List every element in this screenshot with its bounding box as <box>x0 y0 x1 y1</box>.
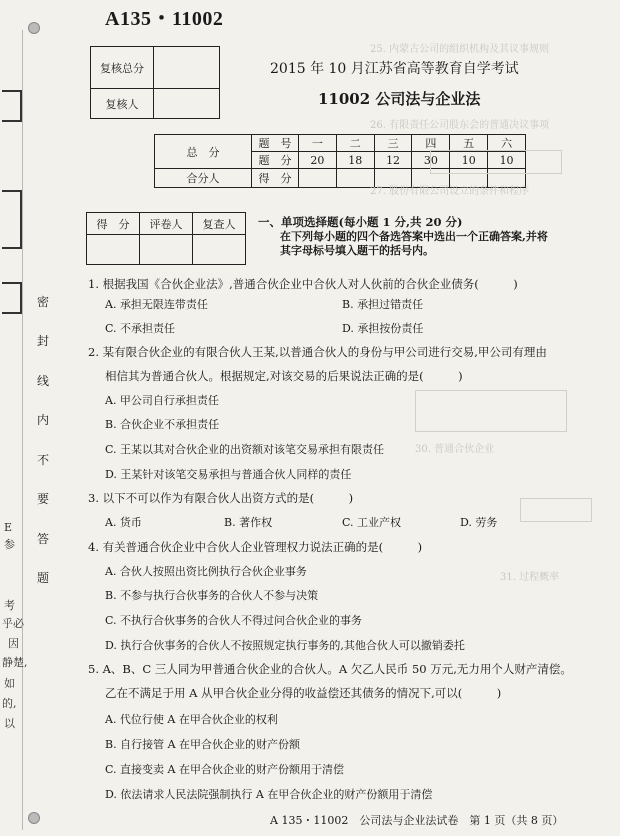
answer-option[interactable]: C. 不执行合伙事务的合伙人不得过问合伙企业的事务 <box>105 614 363 627</box>
answer-option[interactable]: C. 直接变卖 A 在甲合伙企业的财产份额用于清偿 <box>105 763 344 776</box>
exam-title: 2015 年 10 月江苏省高等教育自学考试 <box>270 61 519 77</box>
bleed-through-text: 30. 普通合伙企业 <box>415 444 495 455</box>
left-edge-fragment: 静楚, <box>2 656 28 669</box>
answer-option[interactable]: C. 工业产权 <box>342 516 402 529</box>
grader-cell[interactable] <box>140 235 193 265</box>
binding-seal-char: 不 <box>37 453 50 467</box>
binding-hole <box>28 812 40 824</box>
question-stem: 2. 某有限合伙企业的有限合伙人王某,以普通合伙人的身份与甲公司进行交易,甲公司有理由 <box>88 345 547 359</box>
bleed-through-text: 27. 股份有限公司设立的条件和程序 <box>370 186 530 197</box>
page-footer: A 135・11002 公司法与企业法试卷 第 1 页（共 8 页） <box>270 814 564 827</box>
answer-option[interactable]: B. 自行接管 A 在甲合伙企业的财产份额 <box>105 738 301 751</box>
binding-seal-char: 线 <box>37 374 50 388</box>
total-score-label: 总 分 <box>155 135 252 169</box>
scorer-label: 合分人 <box>155 169 252 188</box>
answer-option[interactable]: B. 著作权 <box>224 516 273 529</box>
bleed-through-box <box>415 390 567 432</box>
answer-option[interactable]: A. 承担无限连带责任 <box>105 298 208 311</box>
bleed-through-text: 26. 有限责任公司股东会的普通决议事项 <box>370 120 550 131</box>
binding-seal-char: 封 <box>37 334 50 348</box>
answer-option[interactable]: B. 合伙企业不承担责任 <box>105 418 220 431</box>
binding-seal-char: 内 <box>37 413 50 427</box>
review-total-cell[interactable] <box>154 47 220 89</box>
binding-seal-char: 题 <box>37 571 50 585</box>
binding-seal-char: 答 <box>37 532 50 546</box>
got-score-label: 得 分 <box>252 169 299 188</box>
answer-option[interactable]: A. 甲公司自行承担责任 <box>105 394 219 407</box>
answer-option[interactable]: C. 王某以其对合伙企业的出资额对该笔交易承担有限责任 <box>105 443 385 456</box>
section-points: 18 <box>336 152 374 169</box>
bleed-through-text: 25. 内蒙古公司的组织机构及其议事规则 <box>370 44 550 55</box>
answer-option[interactable]: A. 合伙人按照出资比例执行合伙企业事务 <box>105 565 307 578</box>
section-no: 五 <box>450 135 488 152</box>
reviewer-label: 复核人 <box>91 89 154 119</box>
bleed-through-text: 31. 过程概率 <box>500 572 560 583</box>
left-edge-fragment: 考 <box>4 599 15 612</box>
question-stem: 3. 以下不可以作为有限合伙人出资方式的是( ) <box>88 491 354 505</box>
binding-seal-char: 密 <box>37 295 50 309</box>
grader-label: 评卷人 <box>140 213 193 235</box>
section-points: 30 <box>412 152 450 169</box>
answer-option[interactable]: D. 王某针对该笔交易承担与普通合伙人同样的责任 <box>105 468 352 481</box>
binding-hole <box>28 22 40 34</box>
left-edge-fragment: 的, <box>2 697 17 710</box>
question-stem-cont: 乙在不满足于用 A 从甲合伙企业分得的收益偿还其债务的情况下,可以( ) <box>105 686 502 700</box>
left-edge-fragment: 如 <box>4 677 15 690</box>
section-no: 四 <box>412 135 450 152</box>
binding-line <box>22 30 23 830</box>
reviewer-cell[interactable] <box>154 89 220 119</box>
left-edge-fragment: 以 <box>4 717 15 730</box>
left-edge-fragment: 因 <box>8 637 19 650</box>
grader-box <box>86 212 246 265</box>
answer-option[interactable]: D. 执行合伙事务的合伙人不按照规定执行事务的,其他合伙人可以撤销委托 <box>105 639 465 652</box>
binding-seal-char: 要 <box>37 492 50 506</box>
subject-title: 11002 公司法与企业法 <box>318 90 481 108</box>
section-no: 六 <box>488 135 526 152</box>
section-instruction: 其字母标号填入题干的括号内。 <box>280 244 434 257</box>
item-no-label: 题 号 <box>252 135 299 152</box>
answer-option[interactable]: D. 劳务 <box>460 516 498 529</box>
section-points: 12 <box>374 152 412 169</box>
answer-option[interactable]: B. 不参与执行合伙事务的合伙人不参与决策 <box>105 589 319 602</box>
question-stem: 5. A、B、C 三人同为甲普通合伙企业的合伙人。A 欠乙人民币 50 万元,无力用个人财产清偿。 <box>88 662 572 676</box>
reviewer-cell[interactable] <box>193 235 246 265</box>
score-cell[interactable] <box>336 169 374 188</box>
review-total-label: 复核总分 <box>91 47 154 89</box>
section-no: 一 <box>299 135 337 152</box>
section-points: 10 <box>488 152 526 169</box>
review-box <box>90 46 220 119</box>
left-edge-fragment: 乎必 <box>2 617 24 630</box>
question-stem: 1. 根据我国《合伙企业法》,普通合伙企业中合伙人对人伙前的合伙企业债务( ) <box>88 277 518 291</box>
grader-score-label: 得 分 <box>87 213 140 235</box>
question-stem: 4. 有关普通合伙企业中合伙人企业管理权力说法正确的是( ) <box>88 540 423 554</box>
question-stem-cont: 相信其为普通合伙人。根据规定,对该交易的后果说法正确的是( ) <box>105 369 463 383</box>
points-label: 题 分 <box>252 152 299 169</box>
answer-option[interactable]: B. 承担过错责任 <box>342 298 424 311</box>
section-points: 10 <box>450 152 488 169</box>
section-instruction: 在下列每小题的四个备选答案中选出一个正确答案,并将 <box>280 230 548 243</box>
section-title: 一、单项选择题(每小题 1 分,共 20 分) <box>258 215 463 229</box>
answer-option[interactable]: D. 承担按份责任 <box>342 322 424 335</box>
grader-score-cell[interactable] <box>87 235 140 265</box>
bleed-through-box <box>430 150 562 174</box>
answer-option[interactable]: C. 不承担责任 <box>105 322 176 335</box>
section-points: 20 <box>299 152 337 169</box>
answer-option[interactable]: A. 代位行使 A 在甲合伙企业的权利 <box>105 713 278 726</box>
section-no: 二 <box>336 135 374 152</box>
score-cell[interactable] <box>299 169 337 188</box>
reviewer-label: 复查人 <box>193 213 246 235</box>
answer-option[interactable]: A. 货币 <box>105 516 142 529</box>
paper-code: A135・11002 <box>105 8 224 30</box>
section-no: 三 <box>374 135 412 152</box>
bleed-through-box <box>520 498 592 522</box>
left-edge-small: E 参 <box>4 521 15 551</box>
answer-option[interactable]: D. 依法请求人民法院强制执行 A 在甲合伙企业的财产份额用于清偿 <box>105 788 433 801</box>
